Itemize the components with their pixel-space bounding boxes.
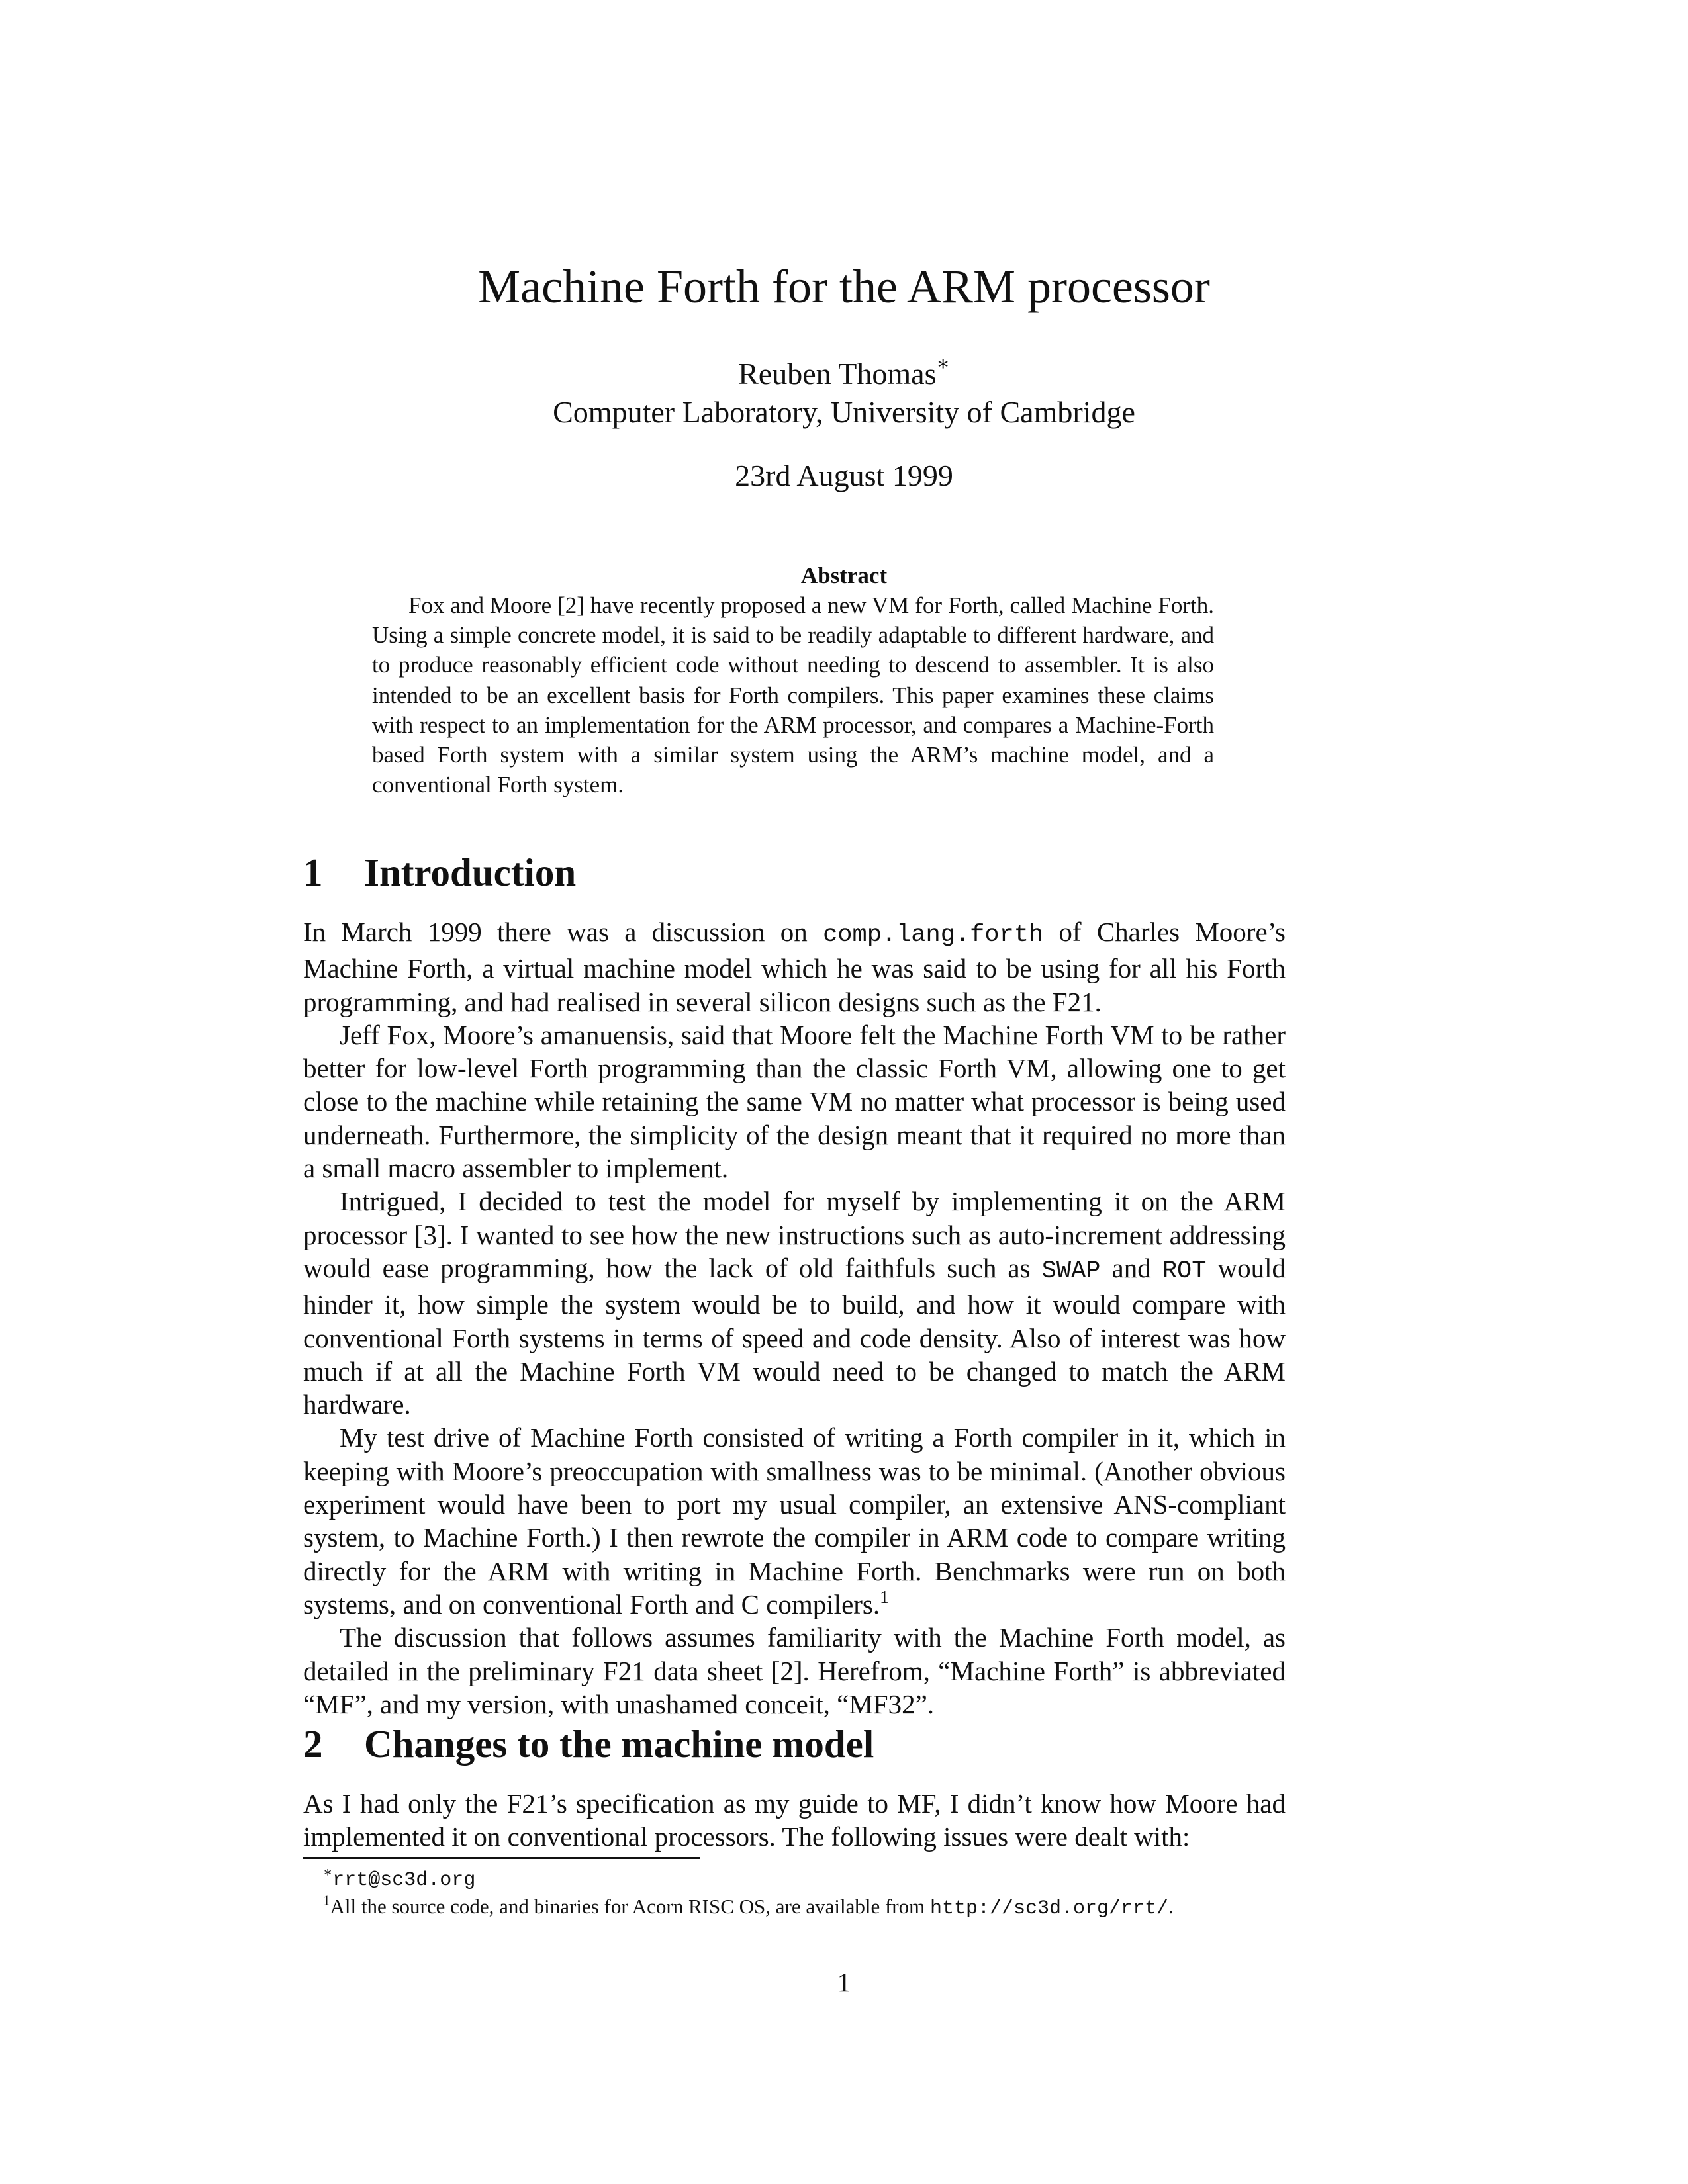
author-footnote-mark: ∗ bbox=[936, 353, 950, 375]
author-affiliation: Computer Laboratory, University of Cambridge bbox=[553, 395, 1135, 429]
footnote-mark: 1 bbox=[323, 1892, 330, 1909]
footnote bbox=[303, 1893, 1286, 1922]
author-name-text: Reuben Thomas bbox=[738, 357, 937, 390]
abstract-heading: Abstract bbox=[800, 563, 888, 588]
section-title: Changes to the machine model bbox=[364, 1722, 874, 1766]
section-number: 1 bbox=[303, 850, 323, 894]
inline-code: SWAP bbox=[1041, 1257, 1101, 1285]
footnote-text: All the source code, and binaries for Acorn RISC OS, are available from bbox=[330, 1895, 930, 1918]
inline-code: ROT bbox=[1162, 1257, 1207, 1285]
paragraph bbox=[303, 1185, 1286, 1421]
text-run: In March 1999 there was a discussion on bbox=[303, 917, 823, 947]
paper-title: Machine Forth for the ARM processor bbox=[478, 260, 1210, 313]
footnote-rule bbox=[303, 1857, 700, 1859]
paragraph: As I had only the F21’s specification as my guide to MF, I didn’t know how Moore had implemented it on conventional processors. The following issues were dealt with: bbox=[303, 1788, 1286, 1852]
paragraph bbox=[303, 915, 1286, 1019]
paragraph bbox=[303, 1421, 1286, 1621]
footnote-mark: ∗ bbox=[323, 1864, 333, 1880]
paragraph: The discussion that follows assumes familiarity with the Machine Forth model, as detailed in the preliminary F21 data sheet [2]. Herefrom, “Machine Forth” is abbreviated “MF”, and my version, with unashamed conceit, “MF32”. bbox=[303, 1622, 1286, 1719]
footnote-reference: 1 bbox=[880, 1586, 889, 1607]
paragraph: Jeff Fox, Moore’s amanuensis, said that Moore felt the Machine Forth VM to be rather better for low-level Forth programming than the classic Forth VM, allowing one to get close to the machine while retaining the same VM no matter what processor is being used underneath. Furthermore, the simplicity of the design meant that it required no more than a small macro assembler to implement. bbox=[303, 1019, 1286, 1184]
page-number: 1 bbox=[837, 1967, 851, 1997]
footnote-url: http://sc3d.org/rrt/ bbox=[929, 1897, 1169, 1920]
introduction-body bbox=[303, 915, 1286, 1721]
footnote-email: rrt@sc3d.org bbox=[332, 1869, 476, 1891]
changes-body bbox=[303, 1787, 1286, 1854]
abstract-text: Fox and Moore [2] have recently proposed a new VM for Forth, called Machine Forth. Using a simple concrete model, it is said to be readily adaptable to different hardware, and to produce reasonably efficient code without needing to descend to assembler. It is also intended to be an excellent basis for Forth compilers. This paper examines these claims with respect to an implementation for the ARM processor, and compares a Machine-Forth based Forth system with a similar system using the ARM’s machine model, and a conventional Forth system. bbox=[372, 592, 1214, 798]
inline-code: comp.lang.forth bbox=[823, 921, 1044, 949]
text-run: My test drive of Machine Forth consisted of writing a Forth compiler in it, which in keeping with Moore’s preoccupation with smallness was to be minimal. (Another obvious experiment would have been to port my usual compiler, an extensive ANS-compliant system, to Machine Forth.) I then rewrote the compiler in ARM code to compare writing directly for the ARM with writing in Machine Forth. Benchmarks were run on both systems, and on conventional Forth and C compilers. bbox=[303, 1422, 1286, 1619]
text-run: of Charles Moore’s Machine Forth, a virtual machine model which he was said to be using for all his Forth programming, and had realised in several silicon designs such as the F21. bbox=[303, 917, 1286, 1017]
text-run: Intrigued, I decided to test the model for myself by implementing it on the ARM processor [3]. I wanted to see how the new instructions such as auto-increment addressing would ease programming, how the lack of old faithfuls such as bbox=[303, 1186, 1286, 1283]
footnote-text: . bbox=[1168, 1895, 1174, 1918]
footnote bbox=[303, 1865, 1286, 1893]
paper-date: 23rd August 1999 bbox=[735, 459, 953, 492]
author-name bbox=[0, 355, 1688, 393]
section-number: 2 bbox=[303, 1722, 323, 1766]
section-heading-introduction bbox=[303, 849, 1296, 895]
section-title: Introduction bbox=[364, 850, 577, 894]
footnotes bbox=[303, 1865, 1286, 1922]
text-run: and bbox=[1100, 1252, 1162, 1283]
text-run: would hinder it, how simple the system would be to build, and how it would compare with conventional Forth systems in terms of speed and code density. Also of interest was how much if at all the Machine Forth VM would need to be changed to match the ARM hardware. bbox=[303, 1252, 1286, 1420]
section-heading-changes bbox=[303, 1721, 1296, 1767]
